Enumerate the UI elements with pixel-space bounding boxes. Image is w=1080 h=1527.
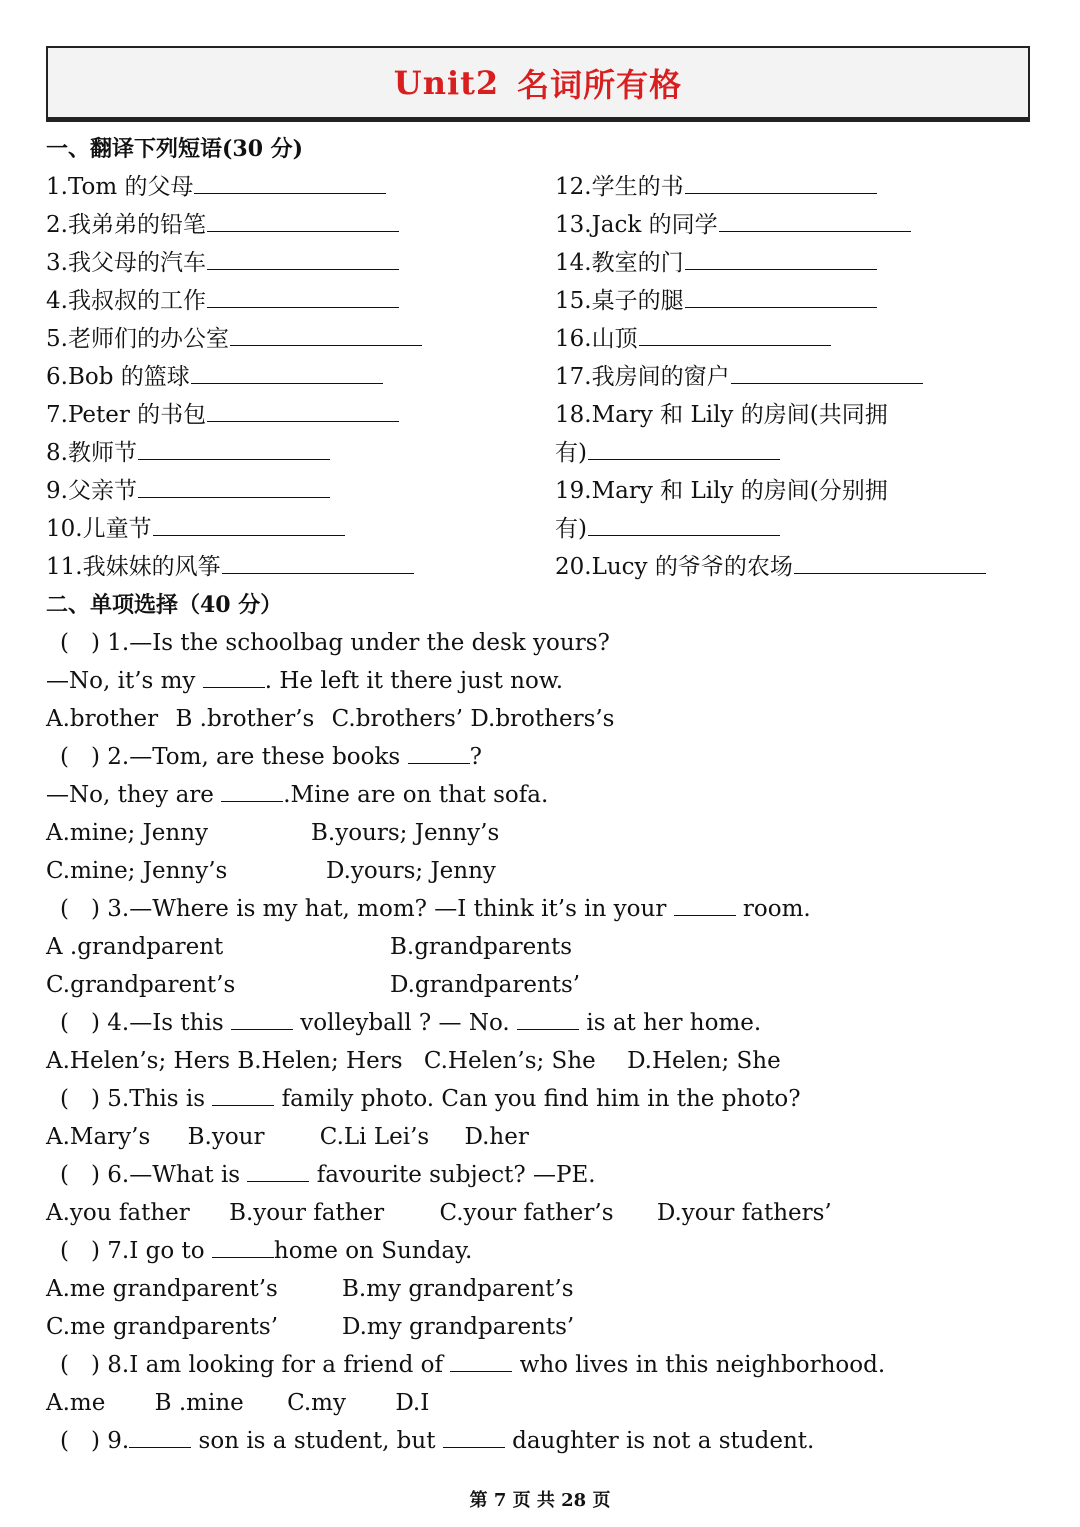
answer-blank[interactable] xyxy=(408,745,470,764)
page-footer: 第 7 页 共 28 页 xyxy=(469,1490,611,1511)
answer-blank[interactable] xyxy=(685,173,877,194)
phrase-item: 15.桌子的腿 xyxy=(555,282,877,320)
answer-blank[interactable] xyxy=(794,553,986,574)
answer-blank[interactable] xyxy=(207,401,399,422)
option-d[interactable]: D.I xyxy=(395,1390,430,1416)
phrase-item: 11.我妹妹的风筝 xyxy=(46,548,414,586)
question-4: ( ) 4.—Is this volleyball ? — No. is at her home. xyxy=(60,1010,762,1036)
question-4-options xyxy=(46,1042,781,1080)
phrase-item: 3.我父母的汽车 xyxy=(46,244,399,282)
option-d[interactable]: D.grandparents’ xyxy=(390,972,581,998)
option-c[interactable]: C.Helen’s; She xyxy=(423,1048,596,1074)
answer-blank[interactable] xyxy=(194,173,386,194)
page-title xyxy=(48,48,1028,117)
section2-heading: 二、单项选择（40 分） xyxy=(46,592,283,618)
option-c[interactable]: C.me grandparents’ xyxy=(46,1314,278,1340)
phrase-item: 1.Tom 的父母 xyxy=(46,168,386,206)
option-c[interactable]: C.your father’s xyxy=(439,1200,614,1226)
phrase-item: 4.我叔叔的工作 xyxy=(46,282,399,320)
answer-blank[interactable] xyxy=(639,325,831,346)
question-1-options xyxy=(46,700,614,738)
option-c[interactable]: C.Li Lei’s xyxy=(319,1124,430,1150)
question-6-options xyxy=(46,1194,832,1232)
option-b[interactable]: B.your xyxy=(187,1124,265,1150)
question-7: ( ) 7.I go to home on Sunday. xyxy=(60,1238,473,1264)
phrase-item: 8.教师节 xyxy=(46,434,330,472)
option-b[interactable]: B .brother’s xyxy=(175,706,315,732)
question-6: ( ) 6.—What is favourite subject? —PE. xyxy=(60,1162,596,1188)
answer-blank[interactable] xyxy=(191,363,383,384)
answer-blank[interactable] xyxy=(517,1011,579,1030)
answer-blank[interactable] xyxy=(207,249,399,270)
phrase-item: 有) xyxy=(555,510,780,548)
option-a[interactable]: A.me xyxy=(46,1390,106,1416)
answer-blank[interactable] xyxy=(207,211,399,232)
option-a[interactable]: A.me grandparent’s xyxy=(46,1276,278,1302)
answer-blank[interactable] xyxy=(443,1429,505,1448)
question-9: ( ) 9. son is a student, but daughter is not a student. xyxy=(60,1428,815,1454)
answer-blank[interactable] xyxy=(129,1429,191,1448)
answer-blank[interactable] xyxy=(719,211,911,232)
answer-blank[interactable] xyxy=(212,1239,274,1258)
phrase-item: 12.学生的书 xyxy=(555,168,877,206)
title-box xyxy=(46,46,1030,122)
answer-blank[interactable] xyxy=(731,363,923,384)
answer-blank[interactable] xyxy=(450,1353,512,1372)
answer-blank[interactable] xyxy=(247,1163,309,1182)
question-1: ( ) 1.—Is the schoolbag under the desk yours? xyxy=(60,630,610,656)
question-2: ( ) 2.—Tom, are these books ? xyxy=(60,744,482,770)
phrase-item: 19.Mary 和 Lily 的房间(分别拥 xyxy=(555,478,888,504)
section1-heading: 一、翻译下列短语(30 分) xyxy=(46,136,304,162)
option-c[interactable]: C.mine; Jenny’s xyxy=(46,858,228,884)
option-b[interactable]: B.my grandparent’s xyxy=(342,1276,574,1302)
option-a[interactable]: A.brother xyxy=(46,706,159,732)
option-d[interactable]: D.her xyxy=(464,1124,529,1150)
answer-blank[interactable] xyxy=(207,287,399,308)
answer-blank[interactable] xyxy=(674,897,736,916)
option-a[interactable]: A .grandparent xyxy=(46,934,224,960)
answer-blank[interactable] xyxy=(685,249,877,270)
option-a[interactable]: A.Helen’s; Hers xyxy=(46,1048,231,1074)
answer-blank[interactable] xyxy=(222,553,414,574)
question-5-options xyxy=(46,1118,529,1156)
answer-blank[interactable] xyxy=(221,783,283,802)
answer-blank[interactable] xyxy=(138,439,330,460)
option-b[interactable]: B.grandparents xyxy=(390,934,573,960)
option-b[interactable]: B .mine xyxy=(154,1390,244,1416)
title-zh: 名词所有格 xyxy=(517,65,683,104)
answer-blank[interactable] xyxy=(685,287,877,308)
answer-blank[interactable] xyxy=(138,477,330,498)
option-d[interactable]: D.my grandparents’ xyxy=(342,1314,575,1340)
option-a[interactable]: A.mine; Jenny xyxy=(46,820,209,846)
answer-blank[interactable] xyxy=(203,669,265,688)
option-a[interactable]: A.Mary’s xyxy=(46,1124,151,1150)
phrase-item: 7.Peter 的书包 xyxy=(46,396,399,434)
answer-blank[interactable] xyxy=(230,325,422,346)
phrase-item: 有) xyxy=(555,434,780,472)
option-d[interactable]: D.your fathers’ xyxy=(656,1200,832,1226)
phrase-item: 14.教室的门 xyxy=(555,244,877,282)
phrase-item: 18.Mary 和 Lily 的房间(共同拥 xyxy=(555,402,888,428)
option-c[interactable]: C.grandparent’s xyxy=(46,972,236,998)
phrase-item: 17.我房间的窗户 xyxy=(555,358,923,396)
answer-blank[interactable] xyxy=(231,1011,293,1030)
phrase-item: 13.Jack 的同学 xyxy=(555,206,911,244)
answer-blank[interactable] xyxy=(588,439,780,460)
answer-blank[interactable] xyxy=(153,515,345,536)
option-d[interactable]: D.Helen; She xyxy=(627,1048,781,1074)
question-2-line2: —No, they are .Mine are on that sofa. xyxy=(46,782,549,808)
option-d[interactable]: D.brothers’s xyxy=(470,706,615,732)
title-en: Unit2 xyxy=(393,63,500,102)
phrase-item: 2.我弟弟的铅笔 xyxy=(46,206,399,244)
option-c[interactable]: C.my xyxy=(287,1390,346,1416)
phrase-item: 9.父亲节 xyxy=(46,472,330,510)
option-c[interactable]: C.brothers’ xyxy=(331,706,464,732)
option-b[interactable]: B.your father xyxy=(229,1200,385,1226)
phrase-item: 20.Lucy 的爷爷的农场 xyxy=(555,548,986,586)
question-8-options xyxy=(46,1384,429,1422)
question-1-line2: —No, it’s my . He left it there just now. xyxy=(46,668,564,694)
question-8: ( ) 8.I am looking for a friend of who lives in this neighborhood. xyxy=(60,1352,886,1378)
option-d[interactable]: D.yours; Jenny xyxy=(326,858,496,884)
phrase-item: 5.老师们的办公室 xyxy=(46,320,422,358)
phrase-item: 16.山顶 xyxy=(555,320,831,358)
phrase-item: 6.Bob 的篮球 xyxy=(46,358,383,396)
answer-blank[interactable] xyxy=(212,1087,274,1106)
question-3: ( ) 3.—Where is my hat, mom? —I think it’s in your room. xyxy=(60,896,811,922)
option-a[interactable]: A.you father xyxy=(46,1200,190,1226)
question-5: ( ) 5.This is family photo. Can you find him in the photo? xyxy=(60,1086,801,1112)
phrase-item: 10.儿童节 xyxy=(46,510,345,548)
option-b[interactable]: B.yours; Jenny’s xyxy=(311,820,500,846)
option-b[interactable]: B.Helen; Hers xyxy=(237,1048,403,1074)
answer-blank[interactable] xyxy=(588,515,780,536)
